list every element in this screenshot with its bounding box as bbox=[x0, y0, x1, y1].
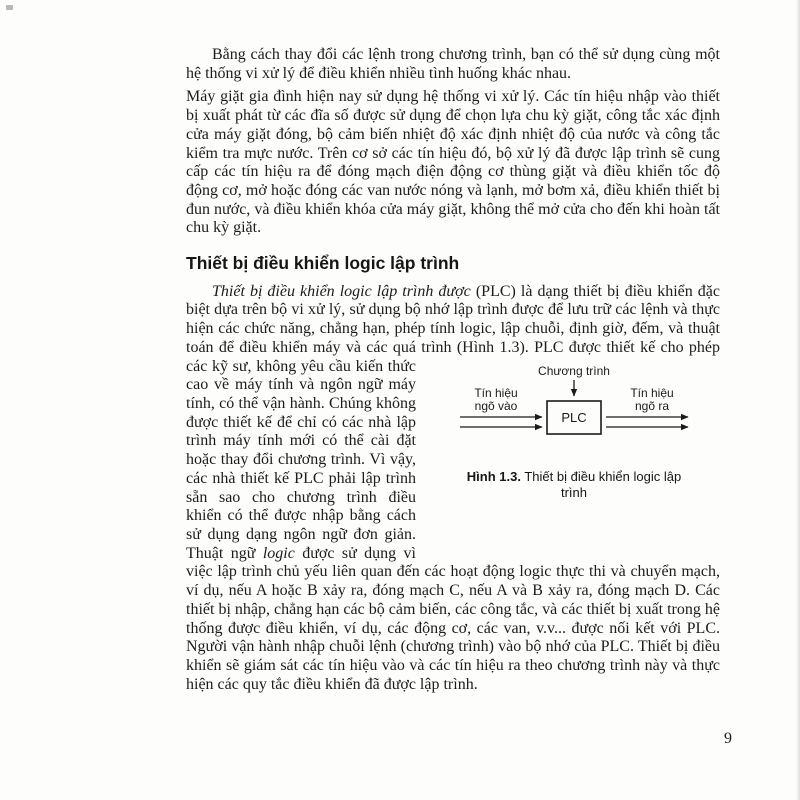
page-scan-edge bbox=[796, 0, 800, 800]
figure-caption-text: Thiết bị điều khiển logic lập trình bbox=[520, 468, 682, 500]
plc-wrap-text-b: được sử dụng vì việc lập trình chủ yếu liên quan đến các hoạt động logic thực thi và chuyển mạch, ví dụ, nếu A hoặc B xảy ra, đóng mạch C, nếu A và B xảy ra, đóng mạch D. Các thiết bị nhập, chẳng hạn các bộ cảm biến, các công tắc, và các thiết bị xuất trong hệ thống được điều khiển, ví dụ, các động cơ, các van, v.v... được nối kết với PLC. Người vận hành nhập chuỗi lệnh (chương trình) vào bộ nhớ của PLC. Thiết bị điều khiển sẽ giám sát các tín hiệu vào và các tín hiệu ra theo chương trình này và thực hiện các quy tắc điều khiển đã được lập trình. bbox=[186, 544, 720, 693]
output-label-line1: Tín hiệu bbox=[630, 385, 674, 400]
page-number: 9 bbox=[724, 730, 732, 747]
plc-box-label: PLC bbox=[561, 409, 587, 425]
input-label-line1: Tín hiệu bbox=[474, 385, 518, 400]
paragraph-washing-machine: Máy giặt gia đình hiện nay sử dụng hệ thống vi xử lý. Các tín hiệu nhập vào thiết bị xuất phát từ các đĩa số được sử dụng để chọn lựa chu kỳ giặt, công tắc xác định cửa máy giặt đóng, bộ cảm biến nhiệt độ xác định nhiệt độ của nước và công tắc kiểm tra mực nước. Trên cơ sở các tín hiệu đó, bộ xử lý đã được lập trình sẽ cung cấp các tín hiệu ra để đóng mạch điện động cơ thùng giặt và điều khiển tốc độ động cơ, mở hoặc đóng các van nước nóng và lạnh, mở bơm xả, điều khiển thiết bị đun nước, và điều khiển khóa cửa máy giặt, không thể mở cửa cho đến khi hoàn tất chu kỳ giặt. bbox=[186, 88, 720, 237]
program-label: Chương trình bbox=[538, 363, 610, 378]
plc-diagram bbox=[454, 364, 694, 464]
paragraph-intro: Bằng cách thay đổi các lệnh trong chương trình, bạn có thể sử dụng cùng một hệ thống vi xử lý để điều khiển nhiều tình huống khác nhau. bbox=[186, 46, 720, 82]
logic-term-italic: logic bbox=[262, 544, 295, 562]
figure-caption bbox=[467, 469, 682, 502]
paragraph-plc bbox=[186, 283, 720, 695]
section-heading: Thiết bị điều khiển logic lập trình bbox=[186, 253, 460, 274]
output-label-line2: ngõ ra bbox=[634, 398, 670, 413]
figure-caption-number: Hình 1.3. bbox=[466, 468, 521, 484]
figure-1-3 bbox=[428, 360, 720, 546]
plc-intro-text: (PLC) là dạng thiết bị điều khiển đặc biệt dựa trên bộ vi xử lý, sử dụng bộ nhớ lập trình được để lưu trữ các lệnh và thực hiện các chức năng, chẳng hạn, phép tính logic, lập chuỗi, định giờ, đếm, và thuật toán để điều khiển máy và các quá trình (Hình 1.3). PLC được thiết kế cho phép các kỹ sư, không yêu bbox=[186, 282, 721, 375]
scan-artifact-mark bbox=[6, 5, 13, 10]
page-content bbox=[186, 46, 720, 699]
input-label-line2: ngõ vào bbox=[474, 398, 518, 413]
plc-wrap-text-a: cầu kiến thức cao về máy tính và ngôn ngữ máy tính, có thể vận hành. Chúng không được thiết kế để chỉ có các nhà lập trình máy tính mới có thể cài đặt hoặc thay đổi chương trình. Vì vậy, các nhà thiết kế PLC phải lập trình sẵn sao cho chương trình điều khiển có thể được nhập bằng cách sử dụng dạng ngôn ngữ đơn giản. Thuật ngữ bbox=[186, 357, 417, 562]
plc-term-italic: Thiết bị điều khiển logic lập trình được bbox=[212, 282, 471, 300]
